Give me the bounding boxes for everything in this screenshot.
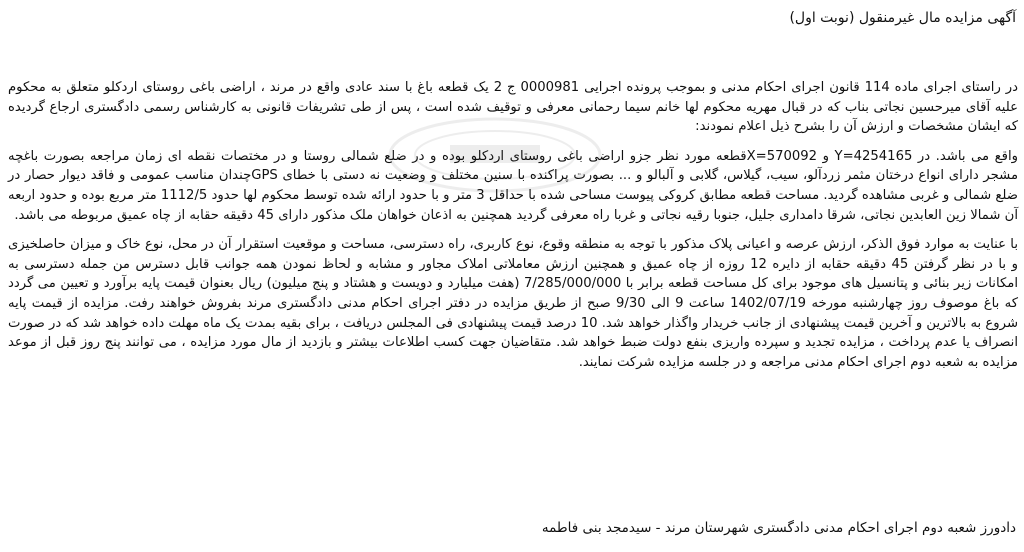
notice-paragraph-description: واقع می باشد. در 4254165=Y و 570092=Xقطعه مورد نظر جزو اراضی باغی روستای اردکلو بوده و در ضلع شمالی روستا و در مختصات نقطه ای زمان مراجعه بصورت باغچه مشجر دارای انواع درختان مثمر زردآلو، سیب، گیلاس، گلابی و آلبالو و ... بصورت پراکنده با سنین مختلف و وضعیت نه دستی با خطای GPSچندان مناسب عمومی و فاقد دیوار حصار در ضلع شمالی و غربی مشاهده گردید. مساحت قطعه مطابق کروکی پیوست مساحی شده با حداقل 3 متر و با حدود ارائه شده توسط محکوم لها حدود 1112/5 متر مربع بوده و حدود اربعه آن شمالا زین العابدین نجاتی، شرقا دامداری جلیل، جنوبا رقیه نجاتی و غربا راه معرفی گردید همچنین به اذعان خواهان ملک مذکور دارای 45 دقیقه حقابه از چاه عمیق مربوطه می باشد. <box>8 148 1019 223</box>
notice-signature: دادورز شعبه دوم اجرای احکام مدنی دادگستری شهرستان مرند - سیدمجد بنی فاطمه <box>541 520 1016 536</box>
notice-paragraph-intro: در راستای اجرای ماده 114 قانون اجرای احکام مدنی و بموجب پرونده اجرایی 0000981 ج 2 یک قطعه باغ با سند عادی واقع در مرند ، اراضی باغی روستای اردکلو متعلق به محکوم علیه آقای میرحسین نجاتی بناب که در قبال مهریه محکوم لها خانم سیما رحمانی معرفی و توقیف شده است ، پس از طی تشریفات قانونی به کارشناس رسمی دادگستری ارجاع گردیده که ایشان مشخصات و ارزش آن را بشرح ذیل اعلام نمودند: <box>8 80 1018 135</box>
notice-paragraph-valuation: با عنایت به موارد فوق الذکر، ارزش عرصه و اعیانی پلاک مذکور با توجه به منطقه وقوع، نوع کاربری، راه دسترسی، مساحت و موقعیت استقرار آن در محل، نوع خاک و میزان حاصلخیزی و با در نظر گرفتن 45 دقیقه حقابه از دایره 12 روزه از چاه عمیق و همچنین ارزش معاملاتی املاک مجاور و مشابه و لحاظ نمودن همه جوانب قابل دسترس من جمله دسترسی به امکانات زیر بنائی و پتانسیل های موجود برای کل مساحت قطعه برابر با 7/285/000/000 (هفت میلیارد و دویست و هشتاد و پنج میلیون) ریال بعنوان قیمت پایه برآورد و تعیین می گردد که باغ موصوف روز چهارشنبه مورخه 1402/07/19 ساعت 9 الی 9/30 صبح از طریق مزایده در دفتر اجرای احکام مدنی دادگستری مرند بفروش خواهند رفت. مزایده از قیمت پایه شروع به بالاترین و آخرین قیمت پیشنهادی از جانب خریدار واگذار خواهد شد. 10 درصد قیمت پیشنهادی فی المجلس دریافت ، برای بقیه بمدت یک ماه مهلت داده خواهد شد که در صورت انصراف یا عدم پرداخت ، مزایده تجدید و سپرده واریزی بنفع دولت ضبط خواهد شد. متقاضیان جهت کسب اطلاعات بیشتر و بازدید از مال مورد مزایده ، می توانند پنج روز قبل از موعد مزایده به شعبه دوم اجرای احکام مدنی مراجعه و در جلسه مزایده شرکت نمایند. <box>8 237 1018 370</box>
notice-body <box>8 78 1018 382</box>
notice-title: آگهی مزایده مال غیرمنقول (نوبت اول) <box>789 10 1016 26</box>
